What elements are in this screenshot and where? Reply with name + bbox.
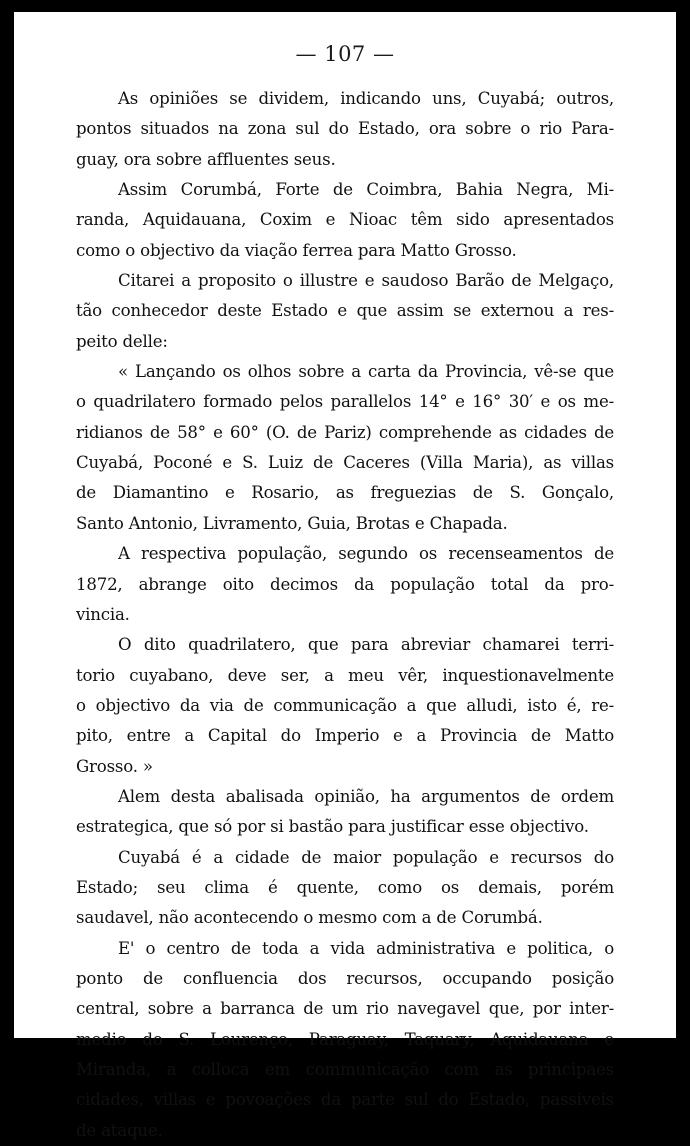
text-line: o objectivo da via de communicação a que alludi, isto é, re- bbox=[76, 695, 614, 715]
text-line: Cuyabá é a cidade de maior população e recursos do bbox=[118, 847, 614, 867]
text-line: como o objectivo da viação ferrea para Matto Grosso. bbox=[76, 240, 517, 260]
text-line: Alem desta abalisada opinião, ha argumentos de ordem bbox=[118, 786, 614, 806]
text-line: cidades, villas e povoações da parte sul do Estado, passiveis bbox=[76, 1090, 614, 1110]
text-line: A respectiva população, segundo os recenseamentos de bbox=[118, 544, 614, 564]
text-line: E' o centro de toda a vida administrativa e politica, o bbox=[118, 938, 614, 958]
text-line: ponto de confluencia dos recursos, occupando posição bbox=[76, 968, 614, 988]
text-line: vincia. bbox=[76, 604, 130, 624]
text-line: ridianos de 58° e 60° (O. de Pariz) comprehende as cidades de bbox=[76, 422, 614, 442]
text-line: Miranda, a colloca em communicação com as principaes bbox=[76, 1060, 614, 1079]
text-line: torio cuyabano, deve ser, a meu vêr, inquestionavelmente bbox=[76, 665, 614, 685]
text-line: central, sobre a barranca de um rio navegavel que, por inter- bbox=[76, 999, 614, 1019]
book-page bbox=[14, 12, 676, 1140]
text-line: 1872, abrange oito decimos da população total da pro- bbox=[76, 574, 614, 594]
page-body-text bbox=[76, 84, 614, 1146]
text-line: o quadrilatero formado pelos parallelos 14° e 16° 30′ e os me- bbox=[76, 392, 614, 412]
text-line: saudavel, não acontecendo o mesmo com a de Corumbá. bbox=[76, 908, 543, 928]
text-line: Grosso. » bbox=[76, 756, 153, 776]
text-line: pito, entre a Capital do Imperio e a Provincia de Matto bbox=[76, 726, 614, 746]
text-line: O dito quadrilatero, que para abreviar chamarei terri- bbox=[118, 635, 614, 655]
text-line: tão conhecedor deste Estado e que assim se externou a res- bbox=[76, 301, 614, 321]
text-line: de ataque. bbox=[76, 1120, 163, 1140]
text-line: de Diamantino e Rosario, as freguezias de S. Gonçalo, bbox=[76, 483, 614, 503]
text-line: medio do S. Lourenço, Paraguay, Taquary, Aquidauana e bbox=[76, 1029, 614, 1049]
text-line: Citarei a proposito o illustre e saudoso Barão de Melgaço, bbox=[118, 271, 614, 291]
text-line: « Lançando os olhos sobre a carta da Provincia, vê-se que bbox=[118, 362, 614, 382]
text-line: pontos situados na zona sul do Estado, ora sobre o rio Para- bbox=[76, 119, 614, 139]
text-line: peito delle: bbox=[76, 331, 168, 351]
text-line: Santo Antonio, Livramento, Guia, Brotas e Chapada. bbox=[76, 513, 508, 533]
page-number: — 107 — bbox=[295, 42, 395, 66]
text-line: estrategica, que só por si bastão para justificar esse objectivo. bbox=[76, 817, 589, 837]
text-line: Cuyabá, Poconé e S. Luiz de Caceres (Villa Maria), as villas bbox=[76, 453, 614, 473]
text-line: Estado; seu clima é quente, como os demais, porém bbox=[76, 877, 614, 897]
text-line: Assim Corumbá, Forte de Coimbra, Bahia Negra, Mi- bbox=[118, 180, 614, 200]
text-line: guay, ora sobre affluentes seus. bbox=[76, 149, 336, 169]
text-line: As opiniões se dividem, indicando uns, Cuyabá; outros, bbox=[118, 89, 614, 108]
text-line: randa, Aquidauana, Coxim e Nioac têm sido apresentados bbox=[76, 210, 614, 230]
